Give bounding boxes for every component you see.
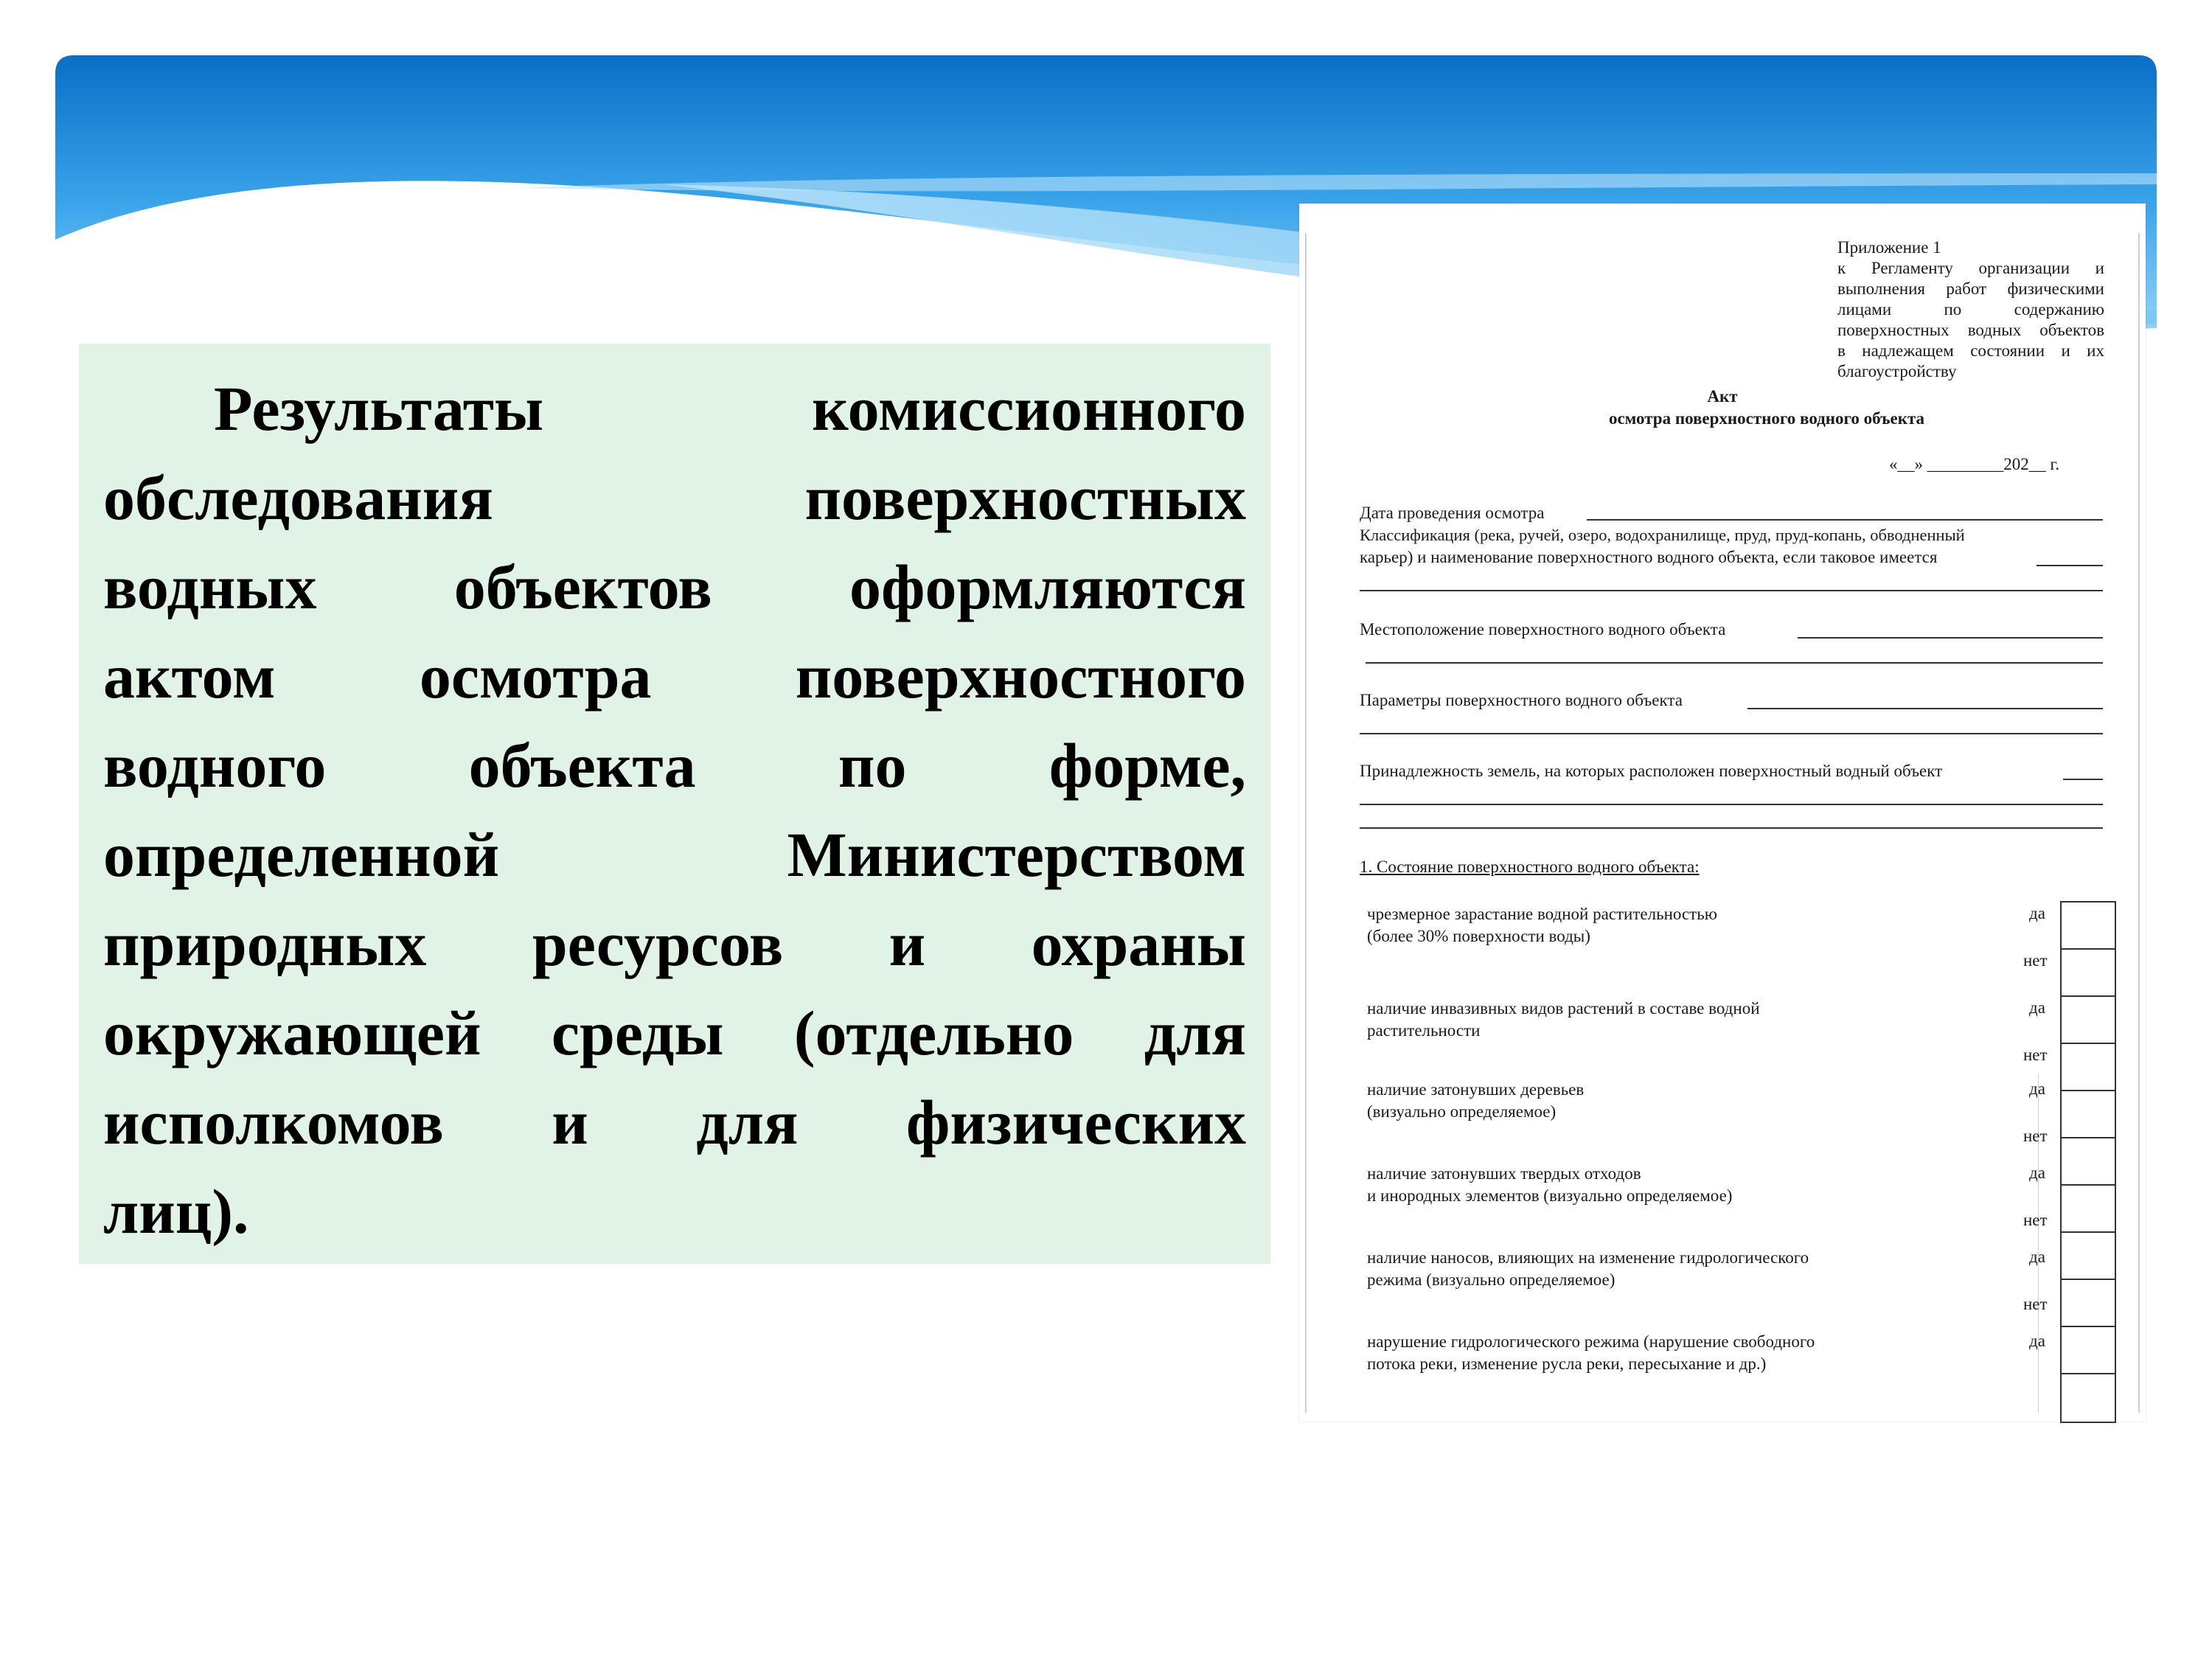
checkbox	[2062, 997, 2115, 1044]
checklist-item: чрезмерное зарастание водной растительностью	[1367, 905, 1717, 923]
checkbox	[2062, 1233, 2115, 1280]
checklist-item-cont: режима (визуально определяемое)	[1367, 1270, 1615, 1289]
checklist-item-cont: (более 30% поверхности воды)	[1367, 927, 1590, 945]
appendix-line: в надлежащем состоянии и их	[1837, 341, 2104, 360]
text-line: обследования поверхностных	[103, 462, 1246, 533]
fill-line	[2037, 565, 2103, 566]
field-classification: Классификация (река, ручей, озеро, водохранилище, пруд, пруд-копань, обводненный	[1360, 526, 1965, 544]
no-label: нет	[2023, 951, 2048, 970]
text-line: лиц).	[103, 1176, 249, 1247]
fill-line	[1366, 662, 2103, 664]
checklist-item-cont: потока реки, изменение русла реки, пересыхание и др.)	[1367, 1354, 1767, 1373]
checkbox	[2062, 1280, 2115, 1327]
appendix-line: лицами по содержанию	[1837, 300, 2104, 319]
scan-line	[2038, 1074, 2039, 1413]
yes-label: да	[2029, 1332, 2045, 1350]
yes-label: да	[2029, 1079, 2045, 1098]
fill-line	[1747, 708, 2103, 709]
appendix-line: к Регламенту организации и	[1837, 259, 2104, 277]
checkbox	[2062, 1186, 2115, 1233]
checklist-item-cont: растительности	[1367, 1021, 1481, 1040]
checklist-item: нарушение гидрологического режима (нарушение свободного	[1367, 1332, 1815, 1351]
document-subtitle: осмотра поверхностного водного объекта	[1608, 409, 1925, 428]
appendix-line: благоустройству	[1837, 362, 1957, 380]
checkbox	[2062, 1091, 2115, 1138]
fill-line	[2063, 779, 2103, 780]
checkbox-column	[2060, 901, 2116, 1423]
main-text-box	[79, 344, 1270, 1264]
text-line: Результаты комиссионного	[214, 373, 1246, 444]
no-label: нет	[2023, 1211, 2048, 1229]
checklist-item: наличие наносов, влияющих на изменение гидрологического	[1367, 1248, 1809, 1267]
fill-line	[1360, 827, 2103, 829]
checkbox	[2062, 1374, 2115, 1422]
appendix-line: поверхностных водных объектов	[1837, 321, 2104, 339]
checkbox	[2062, 1327, 2115, 1374]
checklist-item-cont: и инородных элементов (визуально определяемое)	[1367, 1186, 1733, 1205]
act-document-image	[1299, 204, 2146, 1422]
main-paragraph	[103, 364, 1246, 1256]
no-label: нет	[2023, 1046, 2048, 1064]
fill-line	[1360, 733, 2103, 734]
checkbox	[2062, 1138, 2115, 1186]
no-label: нет	[2023, 1295, 2048, 1313]
text-line: окружающей среды (отдельно для	[103, 998, 1246, 1068]
yes-label: да	[2029, 998, 2045, 1017]
yes-label: да	[2029, 1164, 2045, 1182]
section-title: 1. Состояние поверхностного водного объекта:	[1360, 858, 1700, 876]
field-date: Дата проведения осмотра	[1360, 504, 1545, 522]
field-land: Принадлежность земель, на которых расположен поверхностный водный объект	[1360, 762, 1943, 780]
text-line: определенной Министерством	[103, 819, 1246, 890]
text-line: актом осмотра поверхностного	[103, 641, 1246, 712]
checkbox	[2062, 1044, 2115, 1091]
field-location: Местоположение поверхностного водного объекта	[1360, 620, 1726, 639]
text-line: природных ресурсов и охраны	[103, 908, 1246, 979]
appendix-line: выполнения работ физическими	[1837, 279, 2104, 298]
no-label: нет	[2023, 1127, 2048, 1145]
checklist-item-cont: (визуально определяемое)	[1367, 1102, 1557, 1121]
text-line: водного объекта по форме,	[103, 730, 1246, 801]
document-title: Акт	[1707, 387, 1738, 406]
fill-line	[1798, 637, 2103, 639]
checklist-item: наличие затонувших деревьев	[1367, 1080, 1585, 1099]
yes-label: да	[2029, 1248, 2045, 1266]
checklist-item: наличие инвазивных видов растений в составе водной	[1367, 999, 1760, 1018]
text-line: водных объектов оформляются	[103, 552, 1246, 622]
field-classification-cont: карьер) и наименование поверхностного водного объекта, если таковое имеется	[1360, 548, 1938, 566]
text-line: исполкомов и для физических	[103, 1087, 1246, 1158]
document-date-line: «__» _________202__ г.	[1889, 455, 2060, 473]
checkbox	[2062, 950, 2115, 997]
fill-line	[1360, 590, 2103, 591]
fill-line	[1587, 519, 2103, 521]
checklist-item: наличие затонувших твердых отходов	[1367, 1164, 1641, 1183]
appendix-line: Приложение 1	[1837, 238, 1941, 257]
yes-label: да	[2029, 904, 2045, 922]
field-parameters: Параметры поверхностного водного объекта	[1360, 691, 1683, 709]
checkbox	[2062, 902, 2115, 950]
fill-line	[1360, 804, 2103, 805]
